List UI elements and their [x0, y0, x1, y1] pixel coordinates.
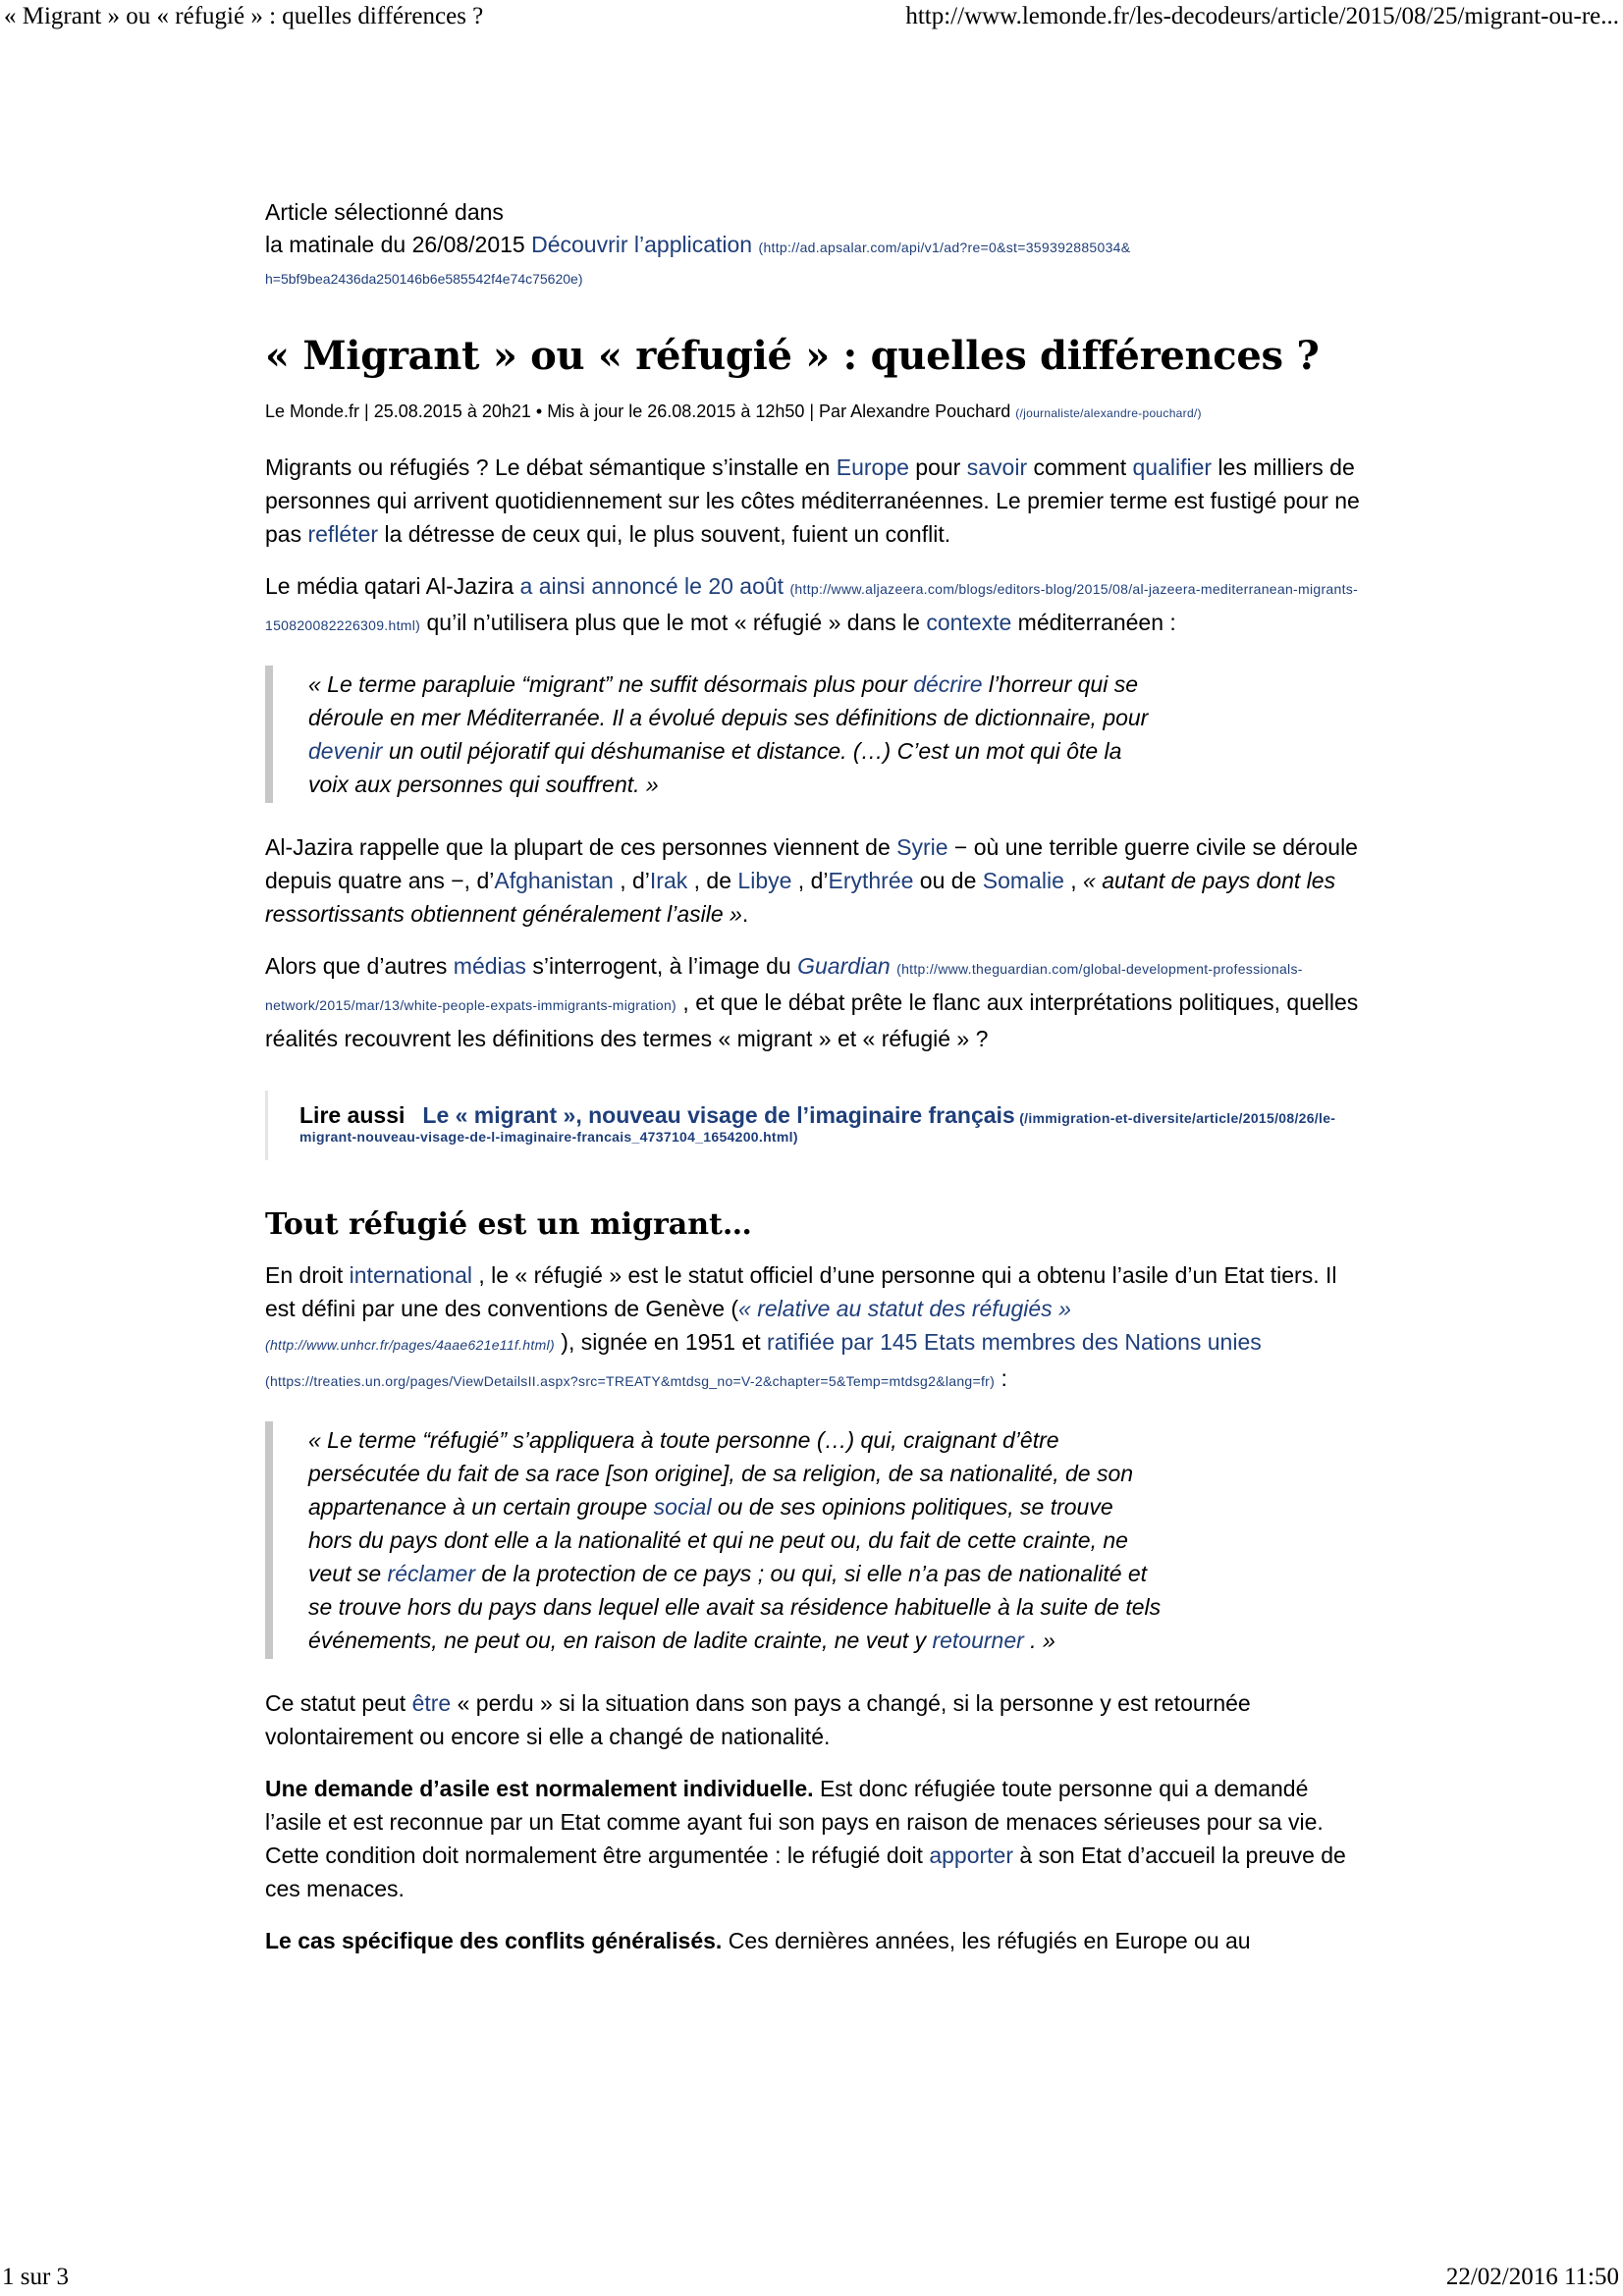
- link-somalie[interactable]: Somalie: [982, 868, 1064, 893]
- link-retourner[interactable]: retourner: [932, 1628, 1024, 1653]
- text: ou de ses opinions politiques, se trouve hors du pays dont elle a la nationalité et qui ne peut ou, du fait de cette crainte, ne veut se: [308, 1494, 1128, 1586]
- text: Ces dernières années, les réfugiés en Europe ou au: [722, 1928, 1251, 1953]
- text: la détresse de ceux qui, le plus souvent, fuient un conflit.: [378, 521, 951, 547]
- link-social[interactable]: social: [653, 1494, 712, 1520]
- text: ou de: [913, 868, 983, 893]
- text: Alors que d’autres: [265, 953, 454, 979]
- link-al-jazira-annonce[interactable]: a ainsi annoncé le 20 août: [519, 573, 784, 599]
- text: Migrants ou réfugiés ? Le débat sémantique s’installe en: [265, 454, 837, 480]
- text: En droit: [265, 1262, 350, 1288]
- lire-aussi-label: Lire aussi: [299, 1102, 406, 1128]
- link-qualifier[interactable]: qualifier: [1132, 454, 1213, 480]
- text: ,: [1063, 868, 1084, 893]
- text: ), signée en 1951 et: [554, 1329, 768, 1355]
- text: comment: [1027, 454, 1133, 480]
- link-irak[interactable]: Irak: [649, 868, 688, 893]
- app-link[interactable]: Découvrir l’application: [531, 232, 753, 257]
- text: l’horreur qui se déroule en mer Méditerranée. Il a évolué depuis ses définitions de dictionnaire, pour: [308, 671, 1149, 730]
- text: qu’il n’utilisera plus que le mot « réfugié » dans le: [420, 610, 927, 635]
- paragraph-6: [265, 1686, 1365, 1753]
- link-savoir[interactable]: savoir: [966, 454, 1028, 480]
- paragraph-5: [265, 1258, 1365, 1398]
- text: Est donc réfugiée toute personne qui a demandé l’asile et est reconnue par un Etat comme ayant fui son pays en raison de menaces sérieuses pour sa vie. Cette condition doit normalement être argumentée : le réfugié doit: [265, 1776, 1324, 1868]
- link-devenir[interactable]: devenir: [308, 738, 383, 764]
- aljazeera-url: (http://www.aljazeera.com/blogs/editors-blog/2015/08/al-jazeera-mediterranean-migrants-150820082226309.html): [265, 581, 1359, 633]
- text: Al-Jazira rappelle que la plupart de ces personnes viennent de: [265, 834, 897, 860]
- quote-aljazira: [265, 666, 1163, 803]
- link-decrire[interactable]: décrire: [913, 671, 983, 697]
- text: méditerranéen :: [1011, 610, 1176, 635]
- byline-text: Le Monde.fr | 25.08.2015 à 20h21 • Mis à jour le 26.08.2015 à 12h50 | Par: [265, 401, 847, 421]
- link-reclamer[interactable]: réclamer: [387, 1561, 476, 1586]
- unhcr-url: (http://www.unhcr.fr/pages/4aae621e11f.html): [265, 1337, 555, 1353]
- app-url-cont: h=5bf9bea2436da250146b6e585542f4e74c75620e): [265, 271, 583, 287]
- print-header: [0, 0, 1623, 39]
- byline: [265, 398, 1365, 427]
- text: , d’: [613, 868, 650, 893]
- link-etre[interactable]: être: [411, 1690, 452, 1716]
- link-medias[interactable]: médias: [453, 953, 526, 979]
- app-url: (http://ad.apsalar.com/api/v1/ad?re=0&st=359392885034&: [758, 240, 1131, 255]
- text: .: [741, 901, 749, 927]
- link-guardian[interactable]: Guardian: [797, 953, 891, 979]
- print-url: http://www.lemonde.fr/les-decodeurs/article/2015/08/25/migrant-ou-re...: [905, 3, 1619, 29]
- link-ratifiee[interactable]: ratifiée par 145 Etats membres des Nations unies: [767, 1329, 1262, 1355]
- lire-aussi-link[interactable]: Le « migrant », nouveau visage de l’imaginaire français: [422, 1102, 1015, 1128]
- text: un outil péjoratif qui déshumanise et distance. (…) C’est un mot qui ôte la voix aux personnes qui souffrent. »: [308, 738, 1122, 797]
- link-syrie[interactable]: Syrie: [896, 834, 948, 860]
- link-apporter[interactable]: apporter: [929, 1842, 1014, 1868]
- link-contexte[interactable]: contexte: [926, 610, 1012, 635]
- text: . »: [1023, 1628, 1055, 1653]
- page-number: 1 sur 3: [2, 2264, 70, 2290]
- matinale-date: la matinale du 26/08/2015: [265, 232, 525, 257]
- treaties-url: (https://treaties.un.org/pages/ViewDetailsII.aspx?src=TREATY&mtdsg_no=V-2&chapter=5&Temp=mtdsg2&lang=fr): [265, 1373, 996, 1389]
- lire-aussi-box: [265, 1091, 1365, 1160]
- paragraph-8: [265, 1924, 1365, 1957]
- quote-inline: « autant de pays dont les ressortissants obtiennent généralement l’asile »: [265, 868, 1336, 927]
- text: pour: [908, 454, 967, 480]
- link-refleter[interactable]: refléter: [307, 521, 379, 547]
- text: Le média qatari Al-Jazira: [265, 573, 520, 599]
- link-afghanistan[interactable]: Afghanistan: [494, 868, 614, 893]
- text: , le « réfugié » est le statut officiel d’une personne qui a obtenu l’asile d’un Etat tiers. Il est défini par une des conventions de Genève (: [265, 1262, 1337, 1321]
- paragraph-1: [265, 451, 1365, 551]
- text: de la protection de ce pays ; ou qui, si elle n’a pas de nationalité et se trouve hors du pays dans lequel elle avait sa résidence habituelle à la suite de tels événements, ne peut ou, en raison de ladite crainte, ne veut y: [308, 1561, 1162, 1653]
- text: les milliers de personnes qui arrivent quotidiennement sur les côtes méditerranéennes. Le premier terme est fustigé pour ne pas: [265, 454, 1360, 547]
- lead-bold: Le cas spécifique des conflits généralisés.: [265, 1928, 723, 1953]
- selection-line-2: [265, 229, 1365, 264]
- text: Ce statut peut: [265, 1690, 412, 1716]
- lead-bold: Une demande d’asile est normalement individuelle.: [265, 1776, 814, 1801]
- text: à son Etat d’accueil la preuve de ces menaces.: [265, 1842, 1346, 1901]
- guardian-url: (http://www.theguardian.com/global-development-professionals-network/2015/mar/13/white-people-expats-immigrants-migration): [265, 961, 1303, 1013]
- print-title: « Migrant » ou « réfugié » : quelles différences ?: [4, 3, 484, 29]
- text: s’interrogent, à l’image du: [525, 953, 798, 979]
- section-heading: Tout réfugié est un migrant…: [265, 1207, 752, 1242]
- link-europe[interactable]: Europe: [836, 454, 909, 480]
- paragraph-2: [265, 569, 1365, 642]
- paragraph-7: [265, 1772, 1365, 1905]
- text: , de: [687, 868, 738, 893]
- text: « Le terme “réfugié” s’appliquera à toute personne (…) qui, craignant d’être persécutée du fait de sa race [son origine], de sa religion, de sa nationalité, de son appartenance à un certain groupe: [308, 1427, 1134, 1520]
- paragraph-3: [265, 830, 1365, 931]
- text: « Le terme parapluie “migrant” ne suffit désormais plus pour: [308, 671, 914, 697]
- author-url: (/journaliste/alexandre-pouchard/): [1015, 406, 1202, 420]
- selection-line-1: Article sélectionné dans: [265, 199, 504, 225]
- paragraph-4: [265, 949, 1365, 1055]
- article-title: « Migrant » ou « réfugié » : quelles différences ?: [265, 333, 1320, 379]
- link-international[interactable]: international: [349, 1262, 472, 1288]
- link-erythree[interactable]: Erythrée: [828, 868, 914, 893]
- quote-geneva: [265, 1421, 1163, 1659]
- text: « perdu » si la situation dans son pays a changé, si la personne y est retournée volontairement ou encore si elle a changé de nationalité.: [265, 1690, 1251, 1749]
- text: − où une terrible guerre civile se déroule depuis quatre ans −, d’: [265, 834, 1358, 893]
- text: , et que le débat prête le flanc aux interprétations politiques, quelles réalités recouvrent les définitions des termes « migrant » et « réfugié » ?: [265, 989, 1359, 1051]
- article: [265, 196, 1365, 1976]
- link-convention[interactable]: « relative au statut des réfugiés »: [738, 1296, 1071, 1321]
- text: , d’: [791, 868, 829, 893]
- link-libye[interactable]: Libye: [737, 868, 792, 893]
- lire-aussi-url: (/immigration-et-diversite/article/2015/08/26/le-migrant-nouveau-visage-de-l-imaginaire-francais_4737104_1654200.html): [299, 1110, 1336, 1145]
- print-datetime: 22/02/2016 11:50: [1445, 2264, 1619, 2290]
- text: :: [995, 1365, 1007, 1391]
- author-link[interactable]: Alexandre Pouchard: [850, 401, 1011, 421]
- selection-notice: [265, 196, 1365, 292]
- print-footer: [0, 2258, 1623, 2296]
